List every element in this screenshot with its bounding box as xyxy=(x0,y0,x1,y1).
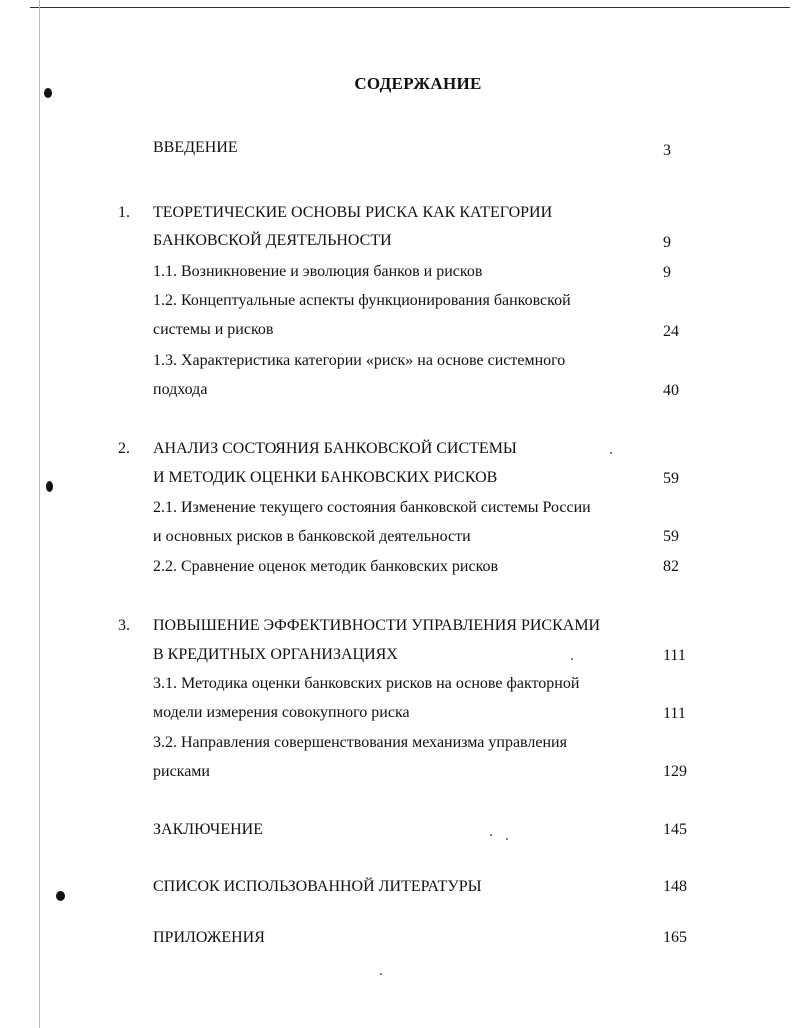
left-border-line xyxy=(39,0,40,1028)
toc-page-bibliography: 148 xyxy=(663,878,687,895)
section-line: 3.2. Направления совершенствования механизма управления xyxy=(153,734,567,751)
chapter-title-line: БАНКОВСКОЙ ДЕЯТЕЛЬНОСТИ xyxy=(153,232,392,249)
scan-speck xyxy=(571,658,573,660)
punch-mark-bottom xyxy=(56,891,65,901)
top-border-line xyxy=(30,7,790,8)
section-line: 2.1. Изменение текущего состояния банковской системы России xyxy=(153,499,591,516)
toc-entry-conclusion: ЗАКЛЮЧЕНИЕ xyxy=(153,821,263,838)
chapter-number: 2. xyxy=(118,440,130,457)
chapter-number: 1. xyxy=(118,204,130,221)
scan-speck xyxy=(506,838,508,840)
section-page: 9 xyxy=(663,264,671,281)
toc-page-intro: 3 xyxy=(663,142,671,159)
section-line: и основных рисков в банковской деятельности xyxy=(153,528,471,545)
chapter-title-line: ТЕОРЕТИЧЕСКИЕ ОСНОВЫ РИСКА КАК КАТЕГОРИИ xyxy=(153,204,553,221)
section-line: модели измерения совокупного риска xyxy=(153,704,410,721)
section-page: 111 xyxy=(663,705,686,722)
section-page: 40 xyxy=(663,382,679,399)
page-title: СОДЕРЖАНИЕ xyxy=(354,74,482,93)
scan-speck xyxy=(610,452,612,454)
section-page: 129 xyxy=(663,763,687,780)
toc-entry-intro: ВВЕДЕНИЕ xyxy=(153,139,238,156)
section-page: 59 xyxy=(663,528,679,545)
section-line: 1.3. Характеристика категории «риск» на основе системного xyxy=(153,352,566,369)
section-line: 3.1. Методика оценки банковских рисков на основе факторной xyxy=(153,675,580,692)
chapter-title-line: ПОВЫШЕНИЕ ЭФФЕКТИВНОСТИ УПРАВЛЕНИЯ РИСКАМИ xyxy=(153,617,601,634)
section-page: 24 xyxy=(663,323,679,340)
section-line: системы и рисков xyxy=(153,321,274,338)
section-line: 2.2. Сравнение оценок методик банковских рисков xyxy=(153,558,499,575)
section-line: 1.1. Возникновение и эволюция банков и рисков xyxy=(153,263,483,280)
chapter-title-line: В КРЕДИТНЫХ ОРГАНИЗАЦИЯХ xyxy=(153,646,398,663)
chapter-page: 111 xyxy=(663,647,686,664)
chapter-number: 3. xyxy=(118,617,130,634)
scan-speck xyxy=(380,973,382,975)
toc-entry-appendices: ПРИЛОЖЕНИЯ xyxy=(153,929,265,946)
chapter-page: 9 xyxy=(663,234,671,251)
chapter-title-line: И МЕТОДИК ОЦЕНКИ БАНКОВСКИХ РИСКОВ xyxy=(153,469,498,486)
chapter-title-line: АНАЛИЗ СОСТОЯНИЯ БАНКОВСКОЙ СИСТЕМЫ xyxy=(153,440,517,457)
punch-mark-middle xyxy=(46,481,53,492)
scan-speck xyxy=(490,834,492,836)
toc-page-conclusion: 145 xyxy=(663,821,687,838)
toc-entry-bibliography: СПИСОК ИСПОЛЬЗОВАННОЙ ЛИТЕРАТУРЫ xyxy=(153,878,482,895)
section-line: рисками xyxy=(153,763,210,780)
section-page: 82 xyxy=(663,558,679,575)
section-line: 1.2. Концептуальные аспекты функционирования банковской xyxy=(153,292,571,309)
chapter-page: 59 xyxy=(663,470,679,487)
section-line: подхода xyxy=(153,381,208,398)
toc-page-appendices: 165 xyxy=(663,929,687,946)
